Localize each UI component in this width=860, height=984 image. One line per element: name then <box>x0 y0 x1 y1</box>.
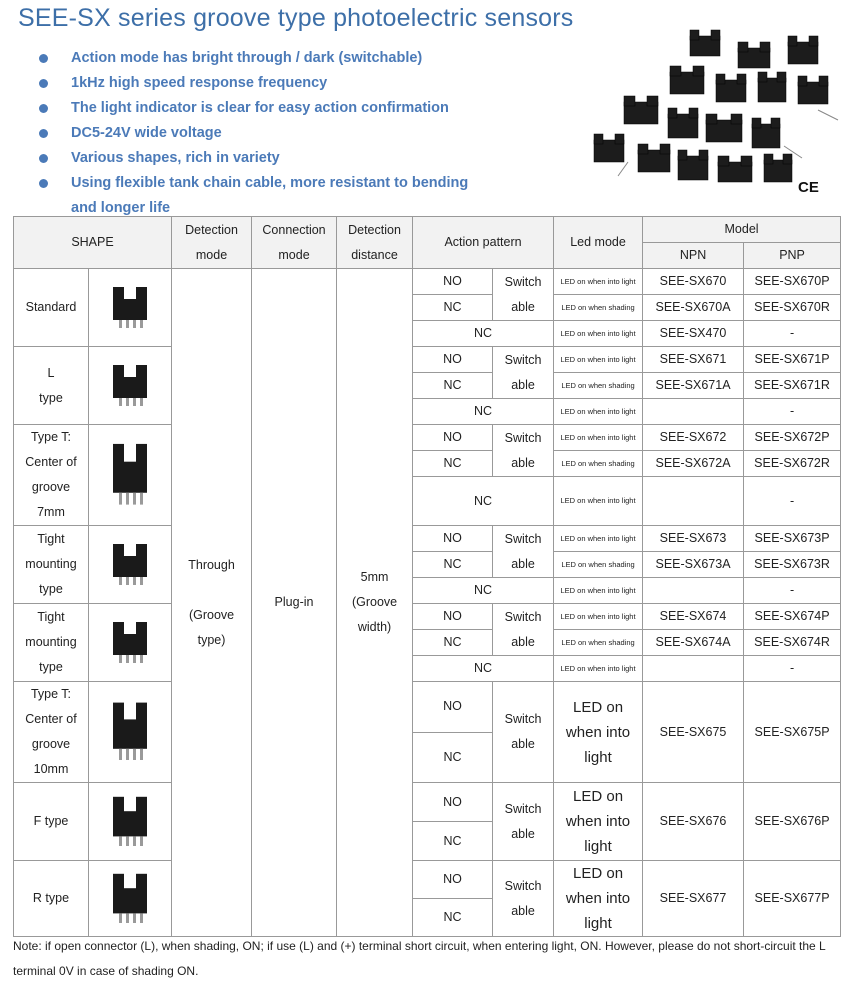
model-npn <box>643 578 744 604</box>
table-row <box>14 783 841 822</box>
action-no: NO <box>413 269 493 295</box>
led-mode-shading: LED on when shading <box>554 373 643 399</box>
action-nc: NC <box>413 630 493 656</box>
model-pnp: SEE-SX671P <box>744 347 841 373</box>
action-switchable: Switch able <box>493 526 554 578</box>
model-npn: SEE-SX673A <box>643 552 744 578</box>
model-npn: SEE-SX675 <box>643 682 744 783</box>
shape-name: Type T: Center of groove 10mm <box>14 682 89 783</box>
sensor-image <box>101 697 159 767</box>
shape-name: Tight mounting type <box>14 604 89 682</box>
model-npn: SEE-SX672A <box>643 451 744 477</box>
led-mode-light: LED on when into light <box>554 425 643 451</box>
feature-item: The light indicator is clear for easy action confirmation <box>36 96 506 121</box>
header-model: Model <box>643 217 841 243</box>
sensor-image <box>101 792 159 852</box>
model-npn <box>643 477 744 526</box>
sensor-image-cell <box>89 783 172 861</box>
action-switchable: Switch able <box>493 269 554 321</box>
bullet-icon <box>39 129 48 138</box>
sensor-image-cell <box>89 861 172 937</box>
page-title: SEE-SX series groove type photoelectric sensors <box>18 4 574 32</box>
header-shape: SHAPE <box>14 217 172 269</box>
sensor-image <box>101 540 159 590</box>
connection-mode-value: Plug-in <box>252 269 337 937</box>
led-mode-light: LED on when into light <box>554 269 643 295</box>
action-switchable: Switch able <box>493 347 554 399</box>
bullet-icon <box>39 179 48 188</box>
model-pnp: - <box>744 578 841 604</box>
action-nc: NC <box>413 552 493 578</box>
model-pnp: SEE-SX673R <box>744 552 841 578</box>
sensor-image <box>101 438 159 512</box>
shape-name: F type <box>14 783 89 861</box>
header-detection-distance: Detection distance <box>337 217 413 269</box>
action-switchable: Switch able <box>493 604 554 656</box>
feature-item: 1kHz high speed response frequency <box>36 71 506 96</box>
sensor-image-cell <box>89 269 172 347</box>
model-npn: SEE-SX674A <box>643 630 744 656</box>
table-row <box>14 347 841 373</box>
model-npn: SEE-SX470 <box>643 321 744 347</box>
shape-name: R type <box>14 861 89 937</box>
sensor-image <box>101 618 159 668</box>
action-nc-fixed: NC <box>413 321 554 347</box>
spec-table <box>13 216 841 937</box>
header-action-pattern: Action pattern <box>413 217 554 269</box>
table-row <box>14 861 841 899</box>
model-npn: SEE-SX670A <box>643 295 744 321</box>
action-nc-fixed: NC <box>413 477 554 526</box>
model-pnp: SEE-SX674P <box>744 604 841 630</box>
action-nc-fixed: NC <box>413 656 554 682</box>
led-mode-shading: LED on when shading <box>554 630 643 656</box>
feature-item-continuation: and longer life <box>71 200 171 216</box>
ce-mark: CE <box>798 179 819 196</box>
led-mode-light: LED on when into light <box>554 526 643 552</box>
table-row <box>14 526 841 552</box>
led-mode-light: LED on when into light <box>554 399 643 425</box>
led-mode-light: LED on when into light <box>554 604 643 630</box>
bullet-icon <box>39 79 48 88</box>
action-no: NO <box>413 861 493 899</box>
action-nc: NC <box>413 295 493 321</box>
header-detection-mode: Detection mode <box>172 217 252 269</box>
led-mode-shading: LED on when shading <box>554 295 643 321</box>
action-nc: NC <box>413 899 493 937</box>
model-pnp: SEE-SX672R <box>744 451 841 477</box>
action-no: NO <box>413 425 493 451</box>
shape-name: L type <box>14 347 89 425</box>
action-no: NO <box>413 347 493 373</box>
model-npn <box>643 399 744 425</box>
bullet-icon <box>39 54 48 63</box>
shape-name: Tight mounting type <box>14 526 89 604</box>
detection-distance-value: 5mm (Groove width) <box>337 269 413 937</box>
led-mode-light: LED on when into light <box>554 783 643 861</box>
sensor-image-cell <box>89 347 172 425</box>
sensor-image-cell <box>89 526 172 604</box>
action-nc: NC <box>413 451 493 477</box>
model-npn: SEE-SX671A <box>643 373 744 399</box>
feature-item: DC5-24V wide voltage <box>36 121 506 146</box>
model-pnp: - <box>744 321 841 347</box>
action-no: NO <box>413 783 493 822</box>
bullet-icon <box>39 104 48 113</box>
action-no: NO <box>413 604 493 630</box>
model-pnp: SEE-SX674R <box>744 630 841 656</box>
feature-item: Using flexible tank chain cable, more resistant to bending <box>36 171 506 196</box>
model-npn: SEE-SX671 <box>643 347 744 373</box>
led-mode-light: LED on when into light <box>554 656 643 682</box>
action-nc: NC <box>413 822 493 861</box>
model-pnp: - <box>744 477 841 526</box>
sensor-image-cell <box>89 682 172 783</box>
model-pnp: - <box>744 399 841 425</box>
sensor-image <box>101 869 159 929</box>
model-pnp: SEE-SX673P <box>744 526 841 552</box>
led-mode-light: LED on when into light <box>554 861 643 937</box>
model-pnp: SEE-SX677P <box>744 861 841 937</box>
feature-list <box>36 46 506 221</box>
shape-name: Standard <box>14 269 89 347</box>
table-row <box>14 425 841 451</box>
model-pnp: SEE-SX670P <box>744 269 841 295</box>
shape-name: Type T: Center of groove 7mm <box>14 425 89 526</box>
bullet-icon <box>39 154 48 163</box>
model-npn: SEE-SX673 <box>643 526 744 552</box>
action-nc-fixed: NC <box>413 578 554 604</box>
footnote: Note: if open connector (L), when shading, ON; if use (L) and (+) terminal short circuit, when entering light, ON. However, please do not short-circuit the L terminal 0V in case of shading ON. <box>13 939 826 978</box>
action-nc: NC <box>413 732 493 783</box>
led-mode-light: LED on when into light <box>554 347 643 373</box>
led-mode-light: LED on when into light <box>554 578 643 604</box>
model-pnp: SEE-SX672P <box>744 425 841 451</box>
header-led-mode: Led mode <box>554 217 643 269</box>
model-npn: SEE-SX677 <box>643 861 744 937</box>
table-row <box>14 604 841 630</box>
action-switchable: Switch able <box>493 682 554 783</box>
led-mode-shading: LED on when shading <box>554 451 643 477</box>
led-mode-light: LED on when into light <box>554 321 643 347</box>
sensor-image <box>101 361 159 411</box>
model-npn <box>643 656 744 682</box>
model-pnp: SEE-SX676P <box>744 783 841 861</box>
header-pnp: PNP <box>744 243 841 269</box>
led-mode-shading: LED on when shading <box>554 552 643 578</box>
action-no: NO <box>413 682 493 733</box>
action-switchable: Switch able <box>493 783 554 861</box>
feature-item: Action mode has bright through / dark (switchable) <box>36 46 506 71</box>
action-no: NO <box>413 526 493 552</box>
model-npn: SEE-SX674 <box>643 604 744 630</box>
table-row <box>14 682 841 733</box>
sensor-image-cell <box>89 604 172 682</box>
header-npn: NPN <box>643 243 744 269</box>
sensor-image-cell <box>89 425 172 526</box>
detection-mode-value: Through (Groove type) <box>172 269 252 937</box>
action-nc: NC <box>413 373 493 399</box>
model-npn: SEE-SX676 <box>643 783 744 861</box>
model-pnp: SEE-SX671R <box>744 373 841 399</box>
model-pnp: - <box>744 656 841 682</box>
model-npn: SEE-SX672 <box>643 425 744 451</box>
action-nc-fixed: NC <box>413 399 554 425</box>
product-photo <box>588 26 848 198</box>
model-pnp: SEE-SX675P <box>744 682 841 783</box>
led-mode-light: LED on when into light <box>554 477 643 526</box>
model-npn: SEE-SX670 <box>643 269 744 295</box>
action-switchable: Switch able <box>493 425 554 477</box>
model-pnp: SEE-SX670R <box>744 295 841 321</box>
table-row <box>14 269 841 295</box>
feature-item: Various shapes, rich in variety <box>36 146 506 171</box>
sensor-image <box>101 283 159 333</box>
header-connection-mode: Connection mode <box>252 217 337 269</box>
action-switchable: Switch able <box>493 861 554 937</box>
led-mode-light: LED on when into light <box>554 682 643 783</box>
